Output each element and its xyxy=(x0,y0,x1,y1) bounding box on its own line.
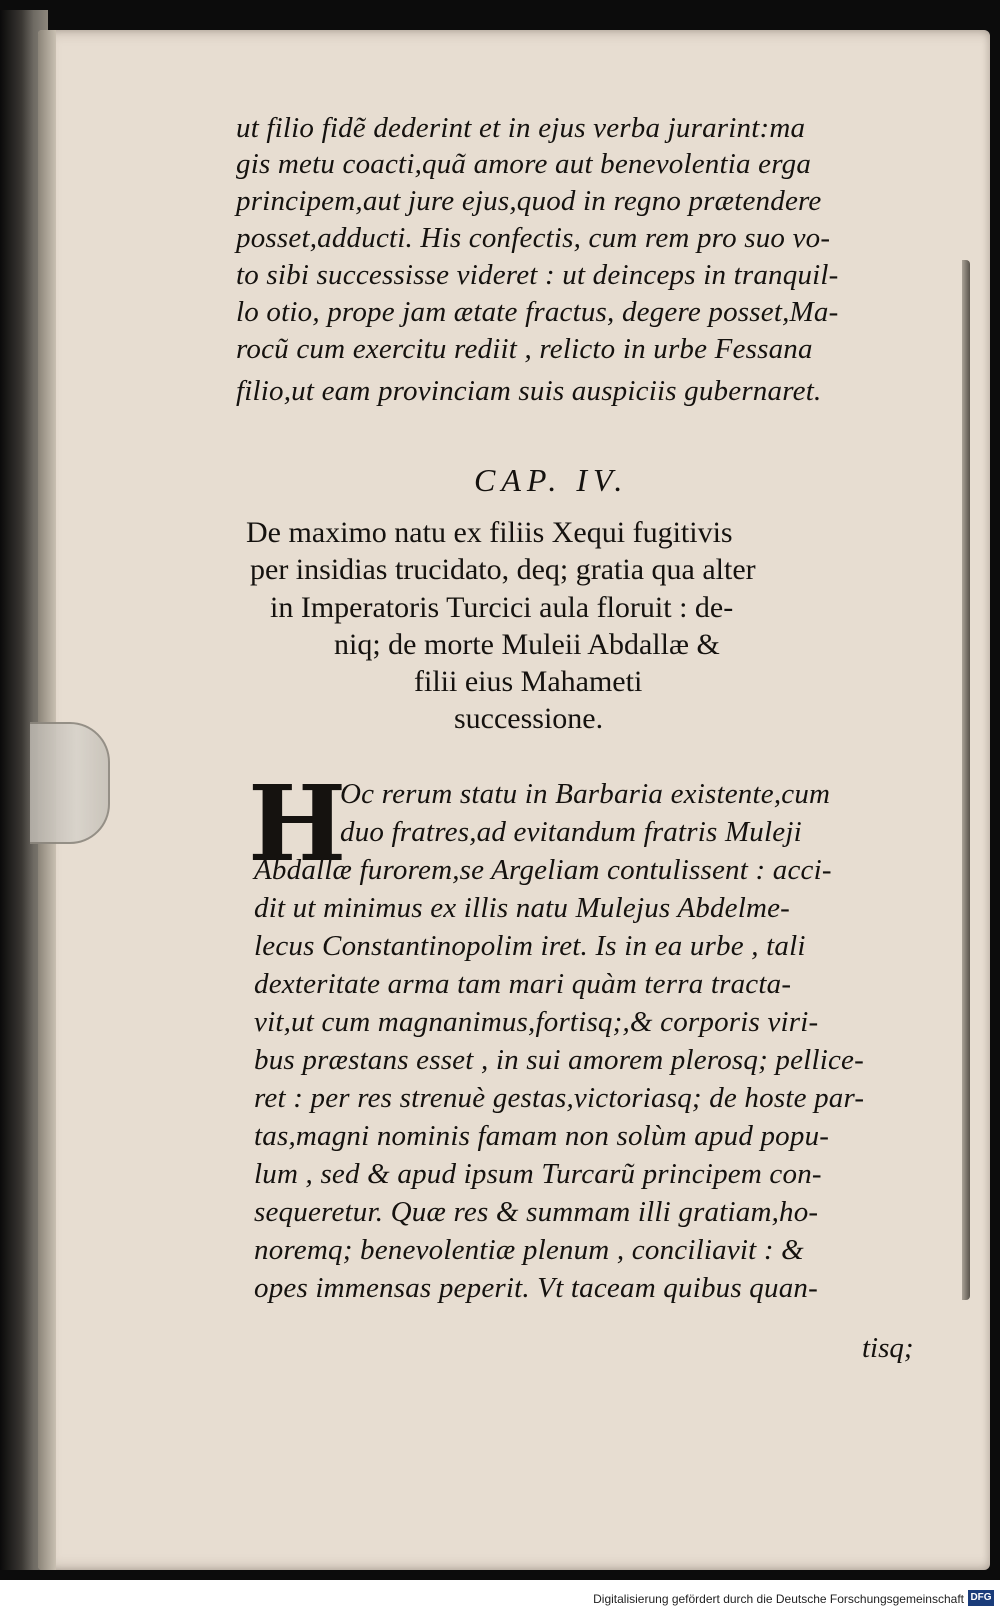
chapter-heading-line: successione. xyxy=(454,702,604,735)
text-line: noremq; benevolentiæ plenum , conciliavit : & xyxy=(254,1234,804,1266)
digitization-credit: Digitalisierung gefördert durch die Deutsche Forschungsgemeinschaft xyxy=(593,1592,964,1606)
chapter-heading-line: filii eius Mahameti xyxy=(414,665,643,698)
chapter-heading-line: De maximo natu ex filiis Xequi fugitivis xyxy=(246,516,733,549)
text-line: vit,ut cum magnanimus,fortisq;,& corporis viri- xyxy=(254,1006,819,1038)
drop-cap: H xyxy=(248,762,347,885)
text-line: tas,magni nominis famam non solùm apud popu- xyxy=(254,1120,830,1152)
text-line: lecus Constantinopolim iret. Is in ea urbe , tali xyxy=(254,930,806,962)
chapter-heading-line: niq; de morte Muleii Abdallæ & xyxy=(334,628,720,661)
page-right-edge xyxy=(962,260,970,1300)
text-line: to sibi successisse videret : ut deinceps in tranquil- xyxy=(236,259,839,291)
chapter-number: CAP. IV. xyxy=(474,462,629,498)
text-line: ut filio fidẽ dederint et in ejus verba jurarint:ma xyxy=(236,112,806,144)
catchword: tisq; xyxy=(862,1332,914,1364)
text-line: opes immensas peperit. Vt taceam quibus quan- xyxy=(254,1272,818,1304)
text-line: lum , sed & apud ipsum Turcarũ principem con- xyxy=(254,1158,822,1190)
chapter-heading-line: in Imperatoris Turcici aula floruit : de- xyxy=(270,591,734,624)
text-line: filio,ut eam provinciam suis auspiciis gubernaret. xyxy=(236,375,822,407)
text-line: gis metu coacti,quã amore aut benevolentia erga xyxy=(236,148,812,180)
text-line: posset,adducti. His confectis, cum rem pro suo vo- xyxy=(236,222,831,254)
text-line: dit ut minimus ex illis natu Mulejus Abdelme- xyxy=(254,892,791,924)
chapter-heading-line: per insidias trucidato, deq; gratia qua alter xyxy=(250,553,756,586)
text-line: ret : per res strenuè gestas,victoriasq; de hoste par- xyxy=(254,1082,865,1114)
text-line: rocũ cum exercitu rediit , relicto in urbe Fessana xyxy=(236,333,813,365)
text-line: principem,aut jure ejus,quod in regno prætendere xyxy=(236,185,822,217)
text-line: duo fratres,ad evitandum fratris Muleji xyxy=(340,816,802,848)
text-line: Oc rerum statu in Barbaria existente,cum xyxy=(340,778,831,810)
text-line: Abdallæ furorem,se Argeliam contulissent : acci- xyxy=(254,854,832,886)
text-line: lo otio, prope jam ætate fractus, degere posset,Ma- xyxy=(236,296,839,328)
text-line: bus præstans esset , in sui amorem plerosq; pellice- xyxy=(254,1044,864,1076)
text-line: sequeretur. Quæ res & summam illi gratiam,ho- xyxy=(254,1196,819,1228)
text-line: dexteritate arma tam mari quàm terra tracta- xyxy=(254,968,792,1000)
dfg-logo: DFG xyxy=(968,1590,994,1606)
paper-clip xyxy=(30,722,110,844)
